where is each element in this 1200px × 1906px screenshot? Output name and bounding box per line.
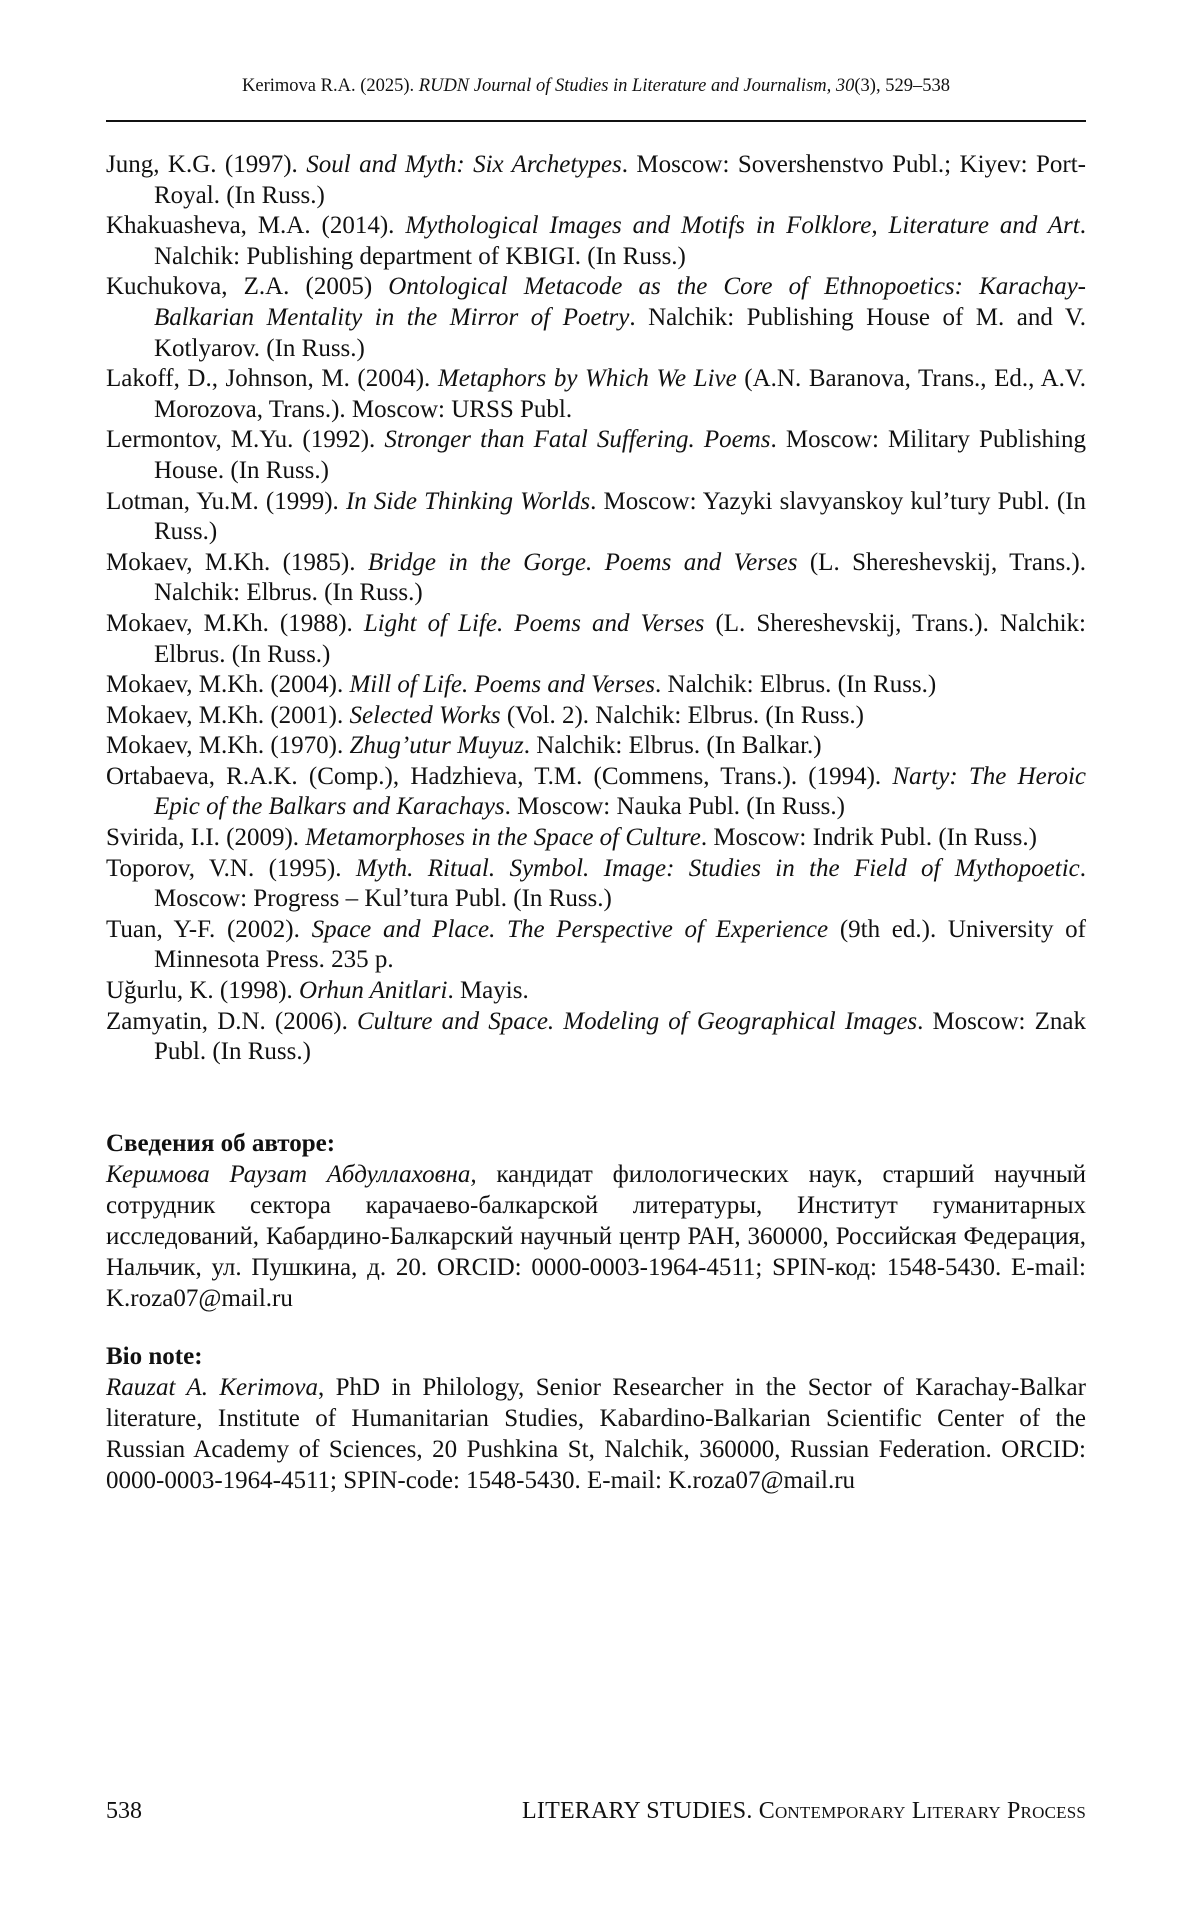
reference-title: Stronger than Fatal Suffering. Poems xyxy=(384,426,771,454)
reference-authors: Lermontov, M.Yu. (1992). xyxy=(106,426,385,454)
author-name-ru: Керимова Раузат Абдуллаховна, xyxy=(106,1161,477,1188)
reference-authors: Zamyatin, D.N. (2006). xyxy=(106,1007,357,1035)
running-head xyxy=(106,76,1086,97)
reference-item xyxy=(106,150,1086,211)
reference-title: Zhug’utur Muyuz xyxy=(349,732,524,760)
reference-item xyxy=(106,670,1086,701)
reference-authors: Mokaev, M.Kh. (1988). xyxy=(106,609,364,637)
reference-publisher: . Nalchik: Elbrus. (In Balkar.) xyxy=(523,732,822,760)
author-details-ru: кандидат филологических наук, старший научный сотрудник сектора карачаево-балкарской литературы, Институт гуманитарных исследований, Кабардино-Балкарский научный центр РАН, 360000, Российская Федерация, Нальчик, ул. Пушкина, д. 20. ORCID: 0000-0003-1964-4511; SPIN-код: 1548-5430. E-mail: K.roza07@mail.ru xyxy=(106,1161,1086,1312)
author-info-ru xyxy=(106,1128,1086,1314)
reference-publisher: (L. Shereshevskij, Trans.). Nalchik: Elbrus. (In Russ.) xyxy=(154,609,1086,668)
reference-title: Selected Works xyxy=(349,701,501,729)
header-rule xyxy=(106,120,1086,122)
bio-note xyxy=(106,1341,1086,1496)
reference-publisher: . Moscow: Indrik Publ. (In Russ.) xyxy=(700,824,1037,852)
reference-publisher: (Vol. 2). Nalchik: Elbrus. (In Russ.) xyxy=(500,701,865,729)
reference-authors: Mokaev, M.Kh. (2001). xyxy=(106,701,350,729)
reference-item xyxy=(106,915,1086,976)
reference-title: Ontological Metacode as the Core of Ethnopoetics: Karachay-Balkarian Mentality in the Mirror of Poetry xyxy=(154,273,1086,331)
reference-authors: Khakuasheva, M.A. (2014). xyxy=(106,212,406,240)
reference-title: Metamorphoses in the Space of Culture xyxy=(305,824,701,852)
reference-item xyxy=(106,762,1086,823)
bio-note-text xyxy=(106,1372,1086,1496)
reference-authors: Tuan, Y-F. (2002). xyxy=(106,915,312,943)
reference-authors: Jung, K.G. (1997). xyxy=(106,151,307,178)
reference-publisher: . Moscow: Military Publishing House. (In Russ.) xyxy=(154,426,1086,484)
reference-item xyxy=(106,548,1086,609)
reference-publisher: . Nalchik: Elbrus. (In Russ.) xyxy=(655,671,937,699)
author-name-en: Rauzat A. Kerimova xyxy=(106,1374,318,1401)
running-head-citation: Kerimova R.A. (2025). xyxy=(242,76,419,96)
author-details-en: , PhD in Philology, Senior Researcher in the Sector of Karachay-Balkar literature, Institute of Humanitarian Studies, Kabardino-Balkarian Scientific Center of the Russian Academy of Sciences, 20 Pushkina St, Nalchik, 360000, Russian Federation. ORCID: 0000-0003-1964-4511; SPIN-code: 1548-5430. E-mail: K.roza07@mail.ru xyxy=(106,1374,1086,1494)
reference-publisher: . Mayis. xyxy=(447,977,529,1005)
reference-title: Orhun Anitlari xyxy=(299,977,448,1005)
section-title xyxy=(522,1798,1086,1825)
reference-item xyxy=(106,701,1086,732)
reference-publisher: (L. Shereshevskij, Trans.). Nalchik: Elbrus. (In Russ.) xyxy=(154,548,1087,607)
reference-authors: Lakoff, D., Johnson, M. (2004). xyxy=(106,365,438,393)
reference-title: Myth. Ritual. Symbol. Image: Studies in the Field of Mythopoetic xyxy=(355,854,1080,882)
author-info-ru-text xyxy=(106,1159,1086,1314)
reference-title: In Side Thinking Worlds xyxy=(345,487,591,515)
reference-publisher: . Nalchik: Publishing House of M. and V. Kotlyarov. (In Russ.) xyxy=(154,303,1086,362)
section-title-sub: Contemporary Literary Process xyxy=(758,1798,1086,1824)
reference-title: Light of Life. Poems and Verses xyxy=(363,609,705,637)
reference-publisher: (9th ed.). University of Minnesota Press. 235 p. xyxy=(154,915,1086,974)
running-head-journal: RUDN Journal of Studies in Literature and Journalism, xyxy=(418,76,832,96)
reference-item xyxy=(106,425,1086,486)
reference-title: Narty: The Heroic Epic of the Balkars and Karachays xyxy=(154,762,1087,821)
page-number: 538 xyxy=(106,1798,142,1824)
reference-item xyxy=(106,211,1086,272)
reference-item xyxy=(106,487,1086,548)
reference-authors: Toporov, V.N. (1995). xyxy=(106,854,356,882)
reference-title: Mythological Images and Motifs in Folklore, Literature and Art xyxy=(405,212,1080,240)
reference-authors: Lotman, Yu.M. (1999). xyxy=(106,487,346,515)
reference-publisher: . Moscow: Znak Publ. (In Russ.) xyxy=(154,1007,1087,1066)
section-title-main: LITERARY STUDIES. xyxy=(522,1798,759,1824)
reference-publisher: . Moscow: Nauka Publ. (In Russ.) xyxy=(504,793,845,821)
bio-note-heading: Bio note: xyxy=(106,1343,203,1370)
reference-authors: Kuchukova, Z.A. (2005) xyxy=(106,273,389,301)
reference-title: Culture and Space. Modeling of Geographical Images xyxy=(356,1007,918,1035)
running-head-issue: (3), 529–538 xyxy=(854,76,950,96)
reference-item xyxy=(106,1007,1086,1068)
reference-authors: Mokaev, M.Kh. (2004). xyxy=(106,671,350,699)
reference-item xyxy=(106,609,1086,670)
reference-publisher: (A.N. Baranova, Trans., Ed., A.V. Morozova, Trans.). Moscow: URSS Publ. xyxy=(154,365,1086,423)
reference-title: Mill of Life. Poems and Verses xyxy=(349,671,656,699)
reference-item xyxy=(106,364,1086,425)
reference-item xyxy=(106,823,1086,854)
reference-publisher: . Moscow: Progress – Kul’tura Publ. (In Russ.) xyxy=(154,854,1087,913)
reference-item xyxy=(106,976,1086,1007)
reference-title: Soul and Myth: Six Archetypes xyxy=(306,151,622,178)
reference-item xyxy=(106,731,1086,762)
reference-list xyxy=(106,150,1086,1068)
reference-title: Metaphors by Which We Live xyxy=(437,365,737,393)
reference-authors: Mokaev, M.Kh. (1970). xyxy=(106,732,350,760)
reference-item xyxy=(106,854,1086,915)
reference-title: Bridge in the Gorge. Poems and Verses xyxy=(367,548,798,576)
reference-authors: Svirida, I.I. (2009). xyxy=(106,824,306,852)
reference-title: Space and Place. The Perspective of Experience xyxy=(311,915,829,943)
reference-authors: Mokaev, M.Kh. (1985). xyxy=(106,548,368,576)
reference-item xyxy=(106,272,1086,364)
reference-authors: Uğurlu, K. (1998). xyxy=(106,977,300,1005)
running-head-volume: 30 xyxy=(835,76,855,96)
author-info-ru-heading: Сведения об авторе: xyxy=(106,1130,336,1157)
reference-publisher: . Nalchik: Publishing department of KBIGI. (In Russ.) xyxy=(154,212,1086,270)
reference-authors: Ortabaeva, R.A.K. (Comp.), Hadzhieva, T.M. (Commens, Trans.). (1994). xyxy=(106,762,893,790)
reference-publisher: . Moscow: Yazyki slavyanskoy kul’tury Publ. (In Russ.) xyxy=(154,487,1086,546)
reference-publisher: . Moscow: Sovershenstvo Publ.; Kiyev: Port-Royal. (In Russ.) xyxy=(154,151,1086,209)
